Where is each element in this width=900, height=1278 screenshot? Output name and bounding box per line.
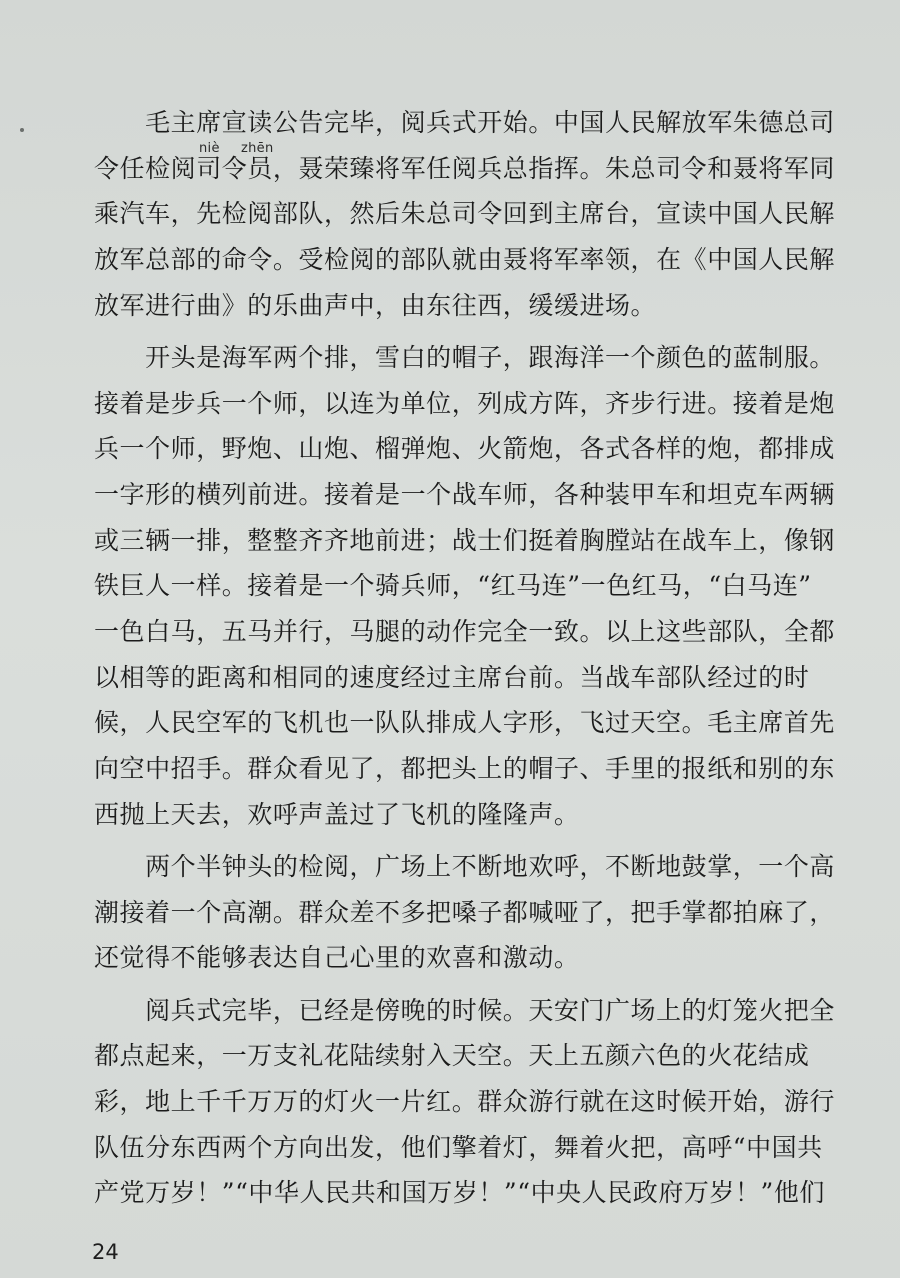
text-line: 西抛上天去，欢呼声盖过了飞机的隆隆声。 bbox=[94, 799, 580, 829]
text-line: 铁巨人一样。接着是一个骑兵师，“红马连”一色红马，“白马连” bbox=[94, 571, 812, 601]
text-line: 还觉得不能够表达自己心里的欢喜和激动。 bbox=[94, 943, 580, 973]
text-line: 放军进行曲》的乐曲声中，由东往西，缓缓进场。 bbox=[94, 290, 657, 320]
text-line: 两个半钟头的检阅，广场上不断地欢呼，不断地鼓掌，一个高 bbox=[94, 852, 835, 881]
text-line: 潮接着一个高潮。群众差不多把嗓子都喊哑了，把手掌都拍麻了， bbox=[94, 897, 835, 927]
text-line: 一色白马，五马并行，马腿的动作完全一致。以上这些部队，全都 bbox=[94, 617, 835, 647]
text-line: 接着是步兵一个师，以连为单位，列成方阵，齐步行进。接着是炮 bbox=[94, 388, 835, 418]
text-line: 乘汽车，先检阅部队，然后朱总司令回到主席台，宣读中国人民解 bbox=[94, 199, 835, 229]
page-number: 24 bbox=[92, 1240, 119, 1264]
text-line: 放军总部的命令。受检阅的部队就由聂将军率领，在《中国人民解 bbox=[94, 245, 835, 275]
text-line: 都点起来，一万支礼花陆续射入天空。天上五颜六色的火花结成 bbox=[94, 1041, 810, 1071]
text-line: 向空中招手。群众看见了，都把头上的帽子、手里的报纸和别的东 bbox=[94, 754, 835, 784]
text-line: 或三辆一排，整整齐齐地前进；战士们挺着胸膛站在战车上，像钢 bbox=[94, 525, 835, 555]
text-line: 以相等的距离和相同的速度经过主席台前。当战车部队经过的时 bbox=[94, 662, 810, 692]
text-line: 候，人民空军的飞机也一队队排成人字形，飞过天空。毛主席首先 bbox=[94, 708, 835, 738]
text-line: 毛主席宣读公告完毕，阅兵式开始。中国人民解放军朱德总司 bbox=[94, 108, 835, 137]
body-text bbox=[94, 100, 834, 1216]
text-line: 彩，地上千千万万的灯火一片红。群众游行就在这时候开始，游行 bbox=[94, 1086, 835, 1116]
text-line: 产党万岁！”“中华人民共和国万岁！”“中央人民政府万岁！”他们 bbox=[94, 1178, 825, 1208]
pinyin-nie: niè bbox=[199, 141, 220, 156]
text-line: 一字形的横列前进。接着是一个战车师，各种装甲车和坦克车两辆 bbox=[94, 480, 835, 509]
text-line: 队伍分东西两个方向出发，他们擎着灯，舞着火把，高呼“中国共 bbox=[94, 1132, 823, 1162]
text-line: 令任检阅司令员，聂荣臻将军任阅兵总指挥。朱总司令和聂将军同 bbox=[94, 153, 835, 183]
text-line: 阅兵式完毕，已经是傍晚的时候。天安门广场上的灯笼火把全 bbox=[94, 995, 835, 1025]
pinyin-zhen: zhēn bbox=[241, 141, 274, 156]
text-line: 兵一个师，野炮、山炮、榴弹炮、火箭炮，各式各样的炮，都排成 bbox=[94, 434, 835, 464]
page-speck bbox=[20, 128, 24, 132]
text-line: 开头是海军两个排，雪白的帽子，跟海洋一个颜色的蓝制服。 bbox=[94, 342, 835, 372]
